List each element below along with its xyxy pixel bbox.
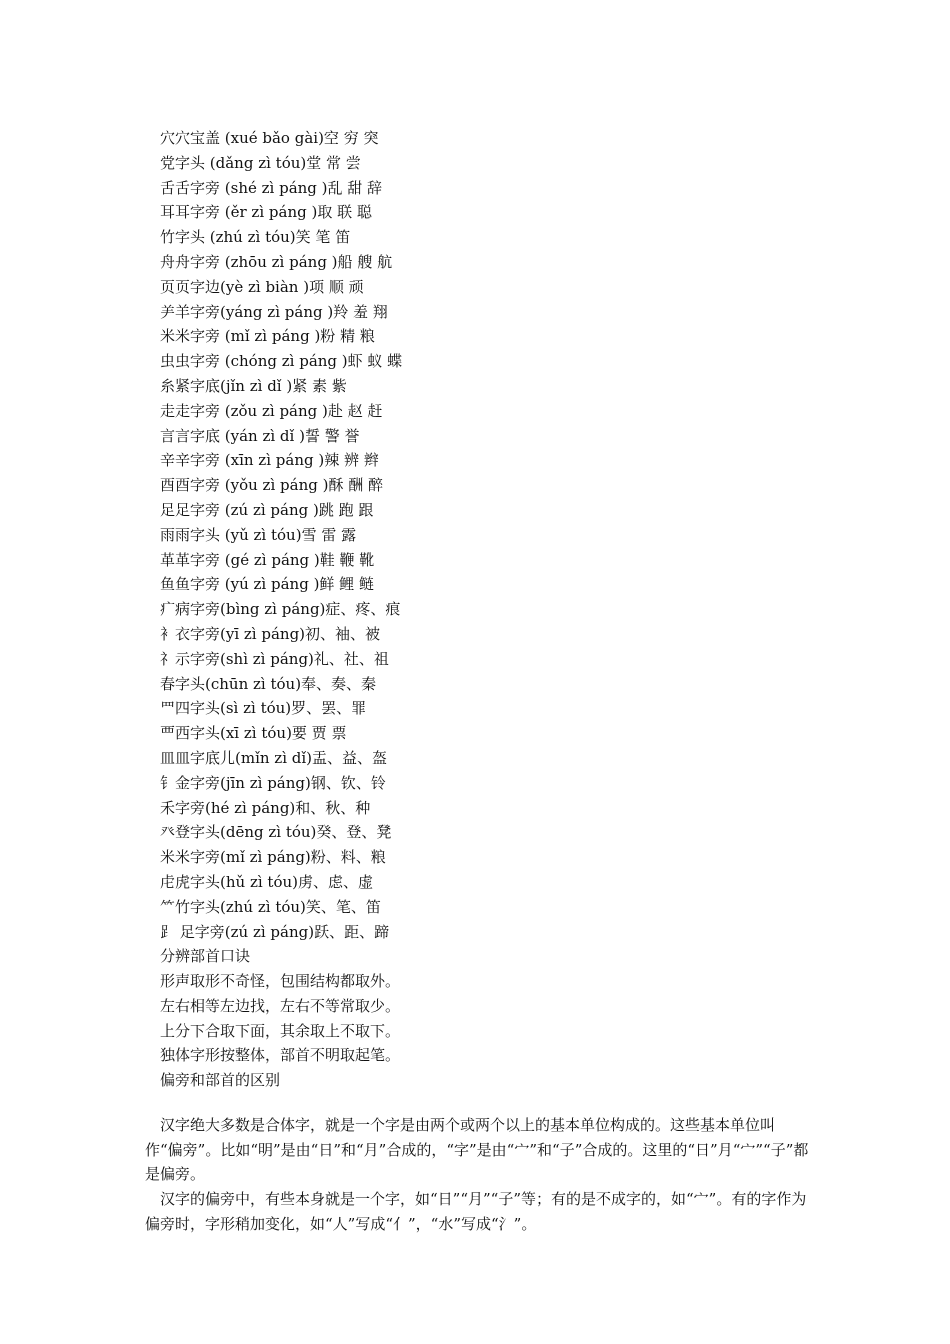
radical-list [160,126,402,1093]
radical-line: 疒病字旁(bìng zì páng)症、疼、痕 [160,600,401,619]
paragraph-radicals-definition: 汉字绝大多数是合体字，就是一个字是由两个或两个以上的基本单位构成的。这些基本单位叫作“偏旁”。比如“明”是由“日”和“月”合成的，“字”是由“宀”和“子”合成的。这里的“日”月“宀”“子”都是偏旁。 [145,1116,809,1183]
mnemonic-line: 形声取形不奇怪，包围结构都取外。 [160,972,401,991]
radical-line: 米米字旁 (mǐ zì páng )粉 精 粮 [160,327,375,346]
radical-line: 春字头(chūn zì tóu)奉、奏、秦 [160,674,377,693]
mnemonic-line: 左右相等左边找，左右不等常取少。 [160,996,401,1015]
radical-line: 言言字底 (yán zì dǐ )誓 警 誉 [160,426,360,445]
radical-line: 糸紧字底(jǐn zì dǐ )紧 素 紫 [160,376,347,395]
radical-line: 辛辛字旁 (xīn zì páng )辣 辨 辫 [160,451,379,470]
radical-line: 钅金字旁(jīn zì páng)钢、钦、铃 [160,773,386,792]
radical-line: 覀西字头(xī zì tóu)要 贾 票 [160,724,347,743]
mnemonic-title: 分辨部首口诀 [160,947,251,966]
radical-line: 虫虫字旁 (chóng zì páng )虾 蚁 蝶 [160,352,403,371]
radical-line: 礻示字旁(shì zì páng)礼、社、祖 [160,649,389,668]
radical-line: 虍虎字头(hǔ zì tóu)虏、虑、虚 [160,872,373,891]
radical-line: 禾字旁(hé zì páng)和、秋、种 [160,798,371,817]
mnemonic-line: 上分下合取下面，其余取上不取下。 [160,1021,401,1040]
radical-line: 米米字旁(mǐ zì páng)粉、料、粮 [160,848,386,867]
radical-line: 耳耳字旁 (ěr zì páng )取 联 聪 [160,203,372,222]
radical-line: 党字头 (dǎng zì tóu)堂 常 尝 [160,153,361,172]
radical-line: 舌舌字旁 (shé zì páng )乱 甜 辞 [160,178,383,197]
radical-line: 罒四字头(sì zì tóu)罗、罢、罪 [160,699,367,718]
radical-line: 舟舟字旁 (zhōu zì páng )船 艘 航 [160,252,393,271]
radical-line: 足足字旁 (zú zì páng )跳 跑 跟 [160,500,374,519]
radical-line: 衤衣字旁(yī zì páng)初、袖、被 [160,624,381,643]
radical-line: 页页字边(yè zì biàn )项 顺 顽 [160,277,364,296]
radical-line: 穴穴宝盖 (xué bǎo gài)空 穷 突 [160,129,379,147]
mnemonic-line: 独体字形按整体，部首不明取起笔。 [160,1046,401,1065]
radical-line: 皿皿字底儿(mǐn zì dǐ)盂、益、盔 [160,748,388,767]
radical-line: 雨雨字头 (yǔ zì tóu)雪 雷 露 [160,525,357,544]
section-title: 偏旁和部首的区别 [160,1071,281,1090]
radical-line: 鱼鱼字旁 (yú zì páng )鲜 鲤 鲢 [160,575,374,594]
radical-line: ⺶羊字旁(yáng zì páng )羚 羞 翔 [160,302,388,321]
radical-line: 革革字旁 (gé zì páng )鞋 鞭 靴 [160,550,375,569]
radical-line: 竹字头 (zhú zì tóu)笑 笔 笛 [160,228,351,247]
radical-line: 走走字旁 (zǒu zì páng )赴 赵 赶 [160,401,383,420]
radical-line: ⺮竹字头(zhú zì tóu)笑、笔、笛 [160,897,381,916]
paragraph-radicals-forms: 汉字的偏旁中，有些本身就是一个字，如“日”“月”“子”等；有的是不成字的，如“宀”。有的字作为偏旁时，字形稍加变化，如“人”写成“亻”，“水”写成“氵”。 [145,1190,807,1233]
radical-line: 酉酉字旁 (yǒu zì páng )酥 酬 醉 [160,476,383,495]
radical-line: ⻊ 足字旁(zú zì páng)跃、距、蹄 [160,922,390,941]
radical-line: 癶登字头(dēng zì tóu)癸、登、凳 [160,823,392,842]
